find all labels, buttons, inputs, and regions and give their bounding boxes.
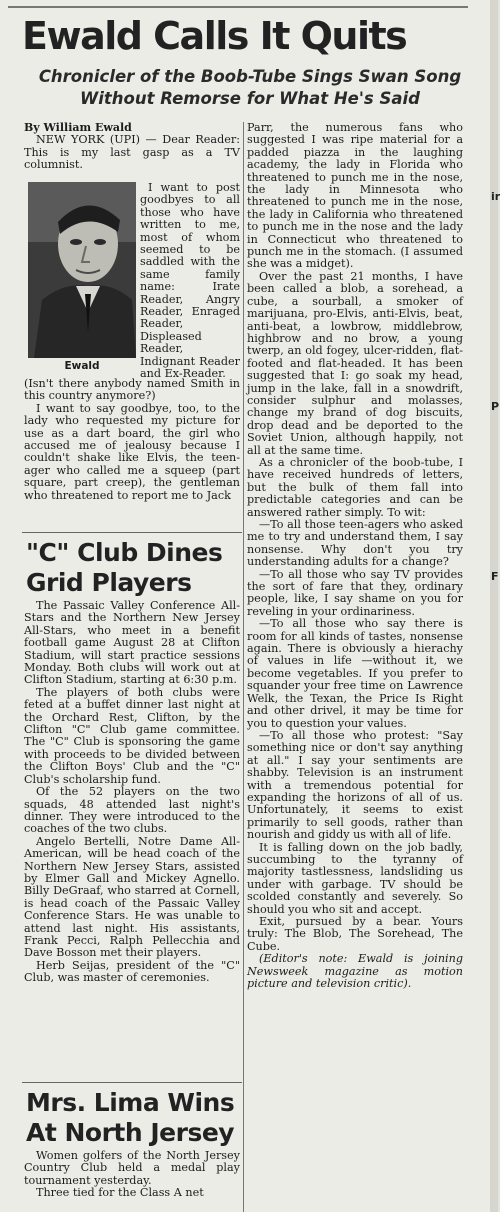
author-photo: [28, 182, 136, 358]
paragraph: It is falling down on the job badly, succumbing to the tyranny of majority tastlessness, landsliding us under with garbage. TV should be scolded constantly and severely. So should you who sit and accept.: [247, 840, 463, 916]
section-rule: [22, 1082, 242, 1083]
top-rule: [8, 6, 468, 8]
main-article-right-column: [247, 122, 463, 990]
adjacent-page-edge: [490, 0, 498, 1212]
edge-mark: ir: [491, 190, 500, 203]
paragraph: —To all those who say TV provides the sort of fare that they, ordinary people, like, I say shame on you for reveling in your ordinariness.: [247, 567, 463, 618]
wrap-paragraph: I want to post goodbyes to all those who have written to me, most of whom seemed to be saddled with the same family name: Irate Reader, Angry Reader, Enraged Reader, Displeased Reader, Indignant Reader and Ex-Reader.: [140, 181, 240, 381]
dateline-paragraph: NEW YORK (UPI) — Dear Reader: This is my last gasp as a TV columnist.: [24, 133, 240, 172]
main-headline: Ewald Calls It Quits: [22, 14, 407, 58]
edge-mark: P: [491, 400, 500, 413]
main-article-intro: [24, 122, 240, 172]
paragraph: Women golfers of the North Jersey Country Club held a medal play tournament yesterday.: [24, 1149, 240, 1187]
byline: By William Ewald: [24, 121, 132, 134]
paragraph: Of the 52 players on the two squads, 48 attended last night's dinner. They were introduced to the coaches of the two clubs.: [24, 785, 240, 836]
headline-deck: Chronicler of the Boob-Tube Sings Swan Song Without Remorse for What He's Said: [38, 67, 462, 108]
edge-mark: F: [491, 570, 499, 583]
club-headline: "C" Club Dines Grid Players: [26, 538, 223, 597]
paragraph: Over the past 21 months, I have been called a blob, a sorehead, a cube, a sourball, a smoker of marijuana, pro-Elvis, anti-Elvis, beat, anti-beat, a lowbrow, middlebrow, highbrow and no brow, a young twerp, an old fogey, ulcer-ridden, flat-footed and flat-headed. It has been suggested that I: go soak my head, jump in the lake, fall in a snowdrift, consider sulphur and molasses, change my brand of dog biscuits, drop dead and be deported to the Soviet Union, although happily, not all at the same time.: [247, 269, 463, 457]
paragraph: —To all those who say there is room for all kinds of tastes, nonsense again. There is obviously a hierachy of values in life —without it, we become vegetables. If you prefer to squander your free time on Lawrence Welk, the Texan, the Price Is Right and other drivel, it may be time for you to question your values.: [247, 617, 463, 730]
paragraph: I want to say goodbye, too, to the lady who requested my picture for use as a dart board, the girl who accused me of jealousy because I couldn't shake like Elvis, the teen-ager who called me a squeep (part square, part creep), the gentleman who threatened to report me to Jack: [24, 401, 240, 502]
paragraph: —To all those who protest: "Say something nice or don't say anything at all." I say your sentiments are shabby. Television is an instrument with a tremendous potential for expanding the horizons of all of us. Unfortunately, it seems to exist primarily to sell goods, rather than nourish and giddy us with all of life.: [247, 728, 463, 842]
paragraph: —To all those teen-agers who asked me to try and understand them, I say nonsense. Why don't you try understanding adults for a change?: [247, 518, 463, 569]
paragraph: As a chronicler of the boob-tube, I have received hundreds of letters, but the bulk of them fall into predictable categories and can be answered rather simply. To wit:: [247, 455, 463, 519]
photo-caption: Ewald: [64, 360, 100, 372]
paragraph: Three tied for the Class A net: [36, 1186, 204, 1200]
column-divider: [243, 122, 244, 1212]
paragraph: The Passaic Valley Conference All-Stars and the Northern New Jersey All-Stars, who meet in a benefit football game August 28 at Clifton Stadium, will start practice sessions Monday. Both clubs will work out at Clifton Stadium, starting at 6:30 p.m.: [24, 599, 240, 687]
club-article-body: [24, 600, 240, 985]
paragraph: Parr, the numerous fans who suggested I was ripe material for a padded piazza in the laughing academy, the lady in Florida who threatened to punch me in the nose, the lady in Minnesota who threatened to punch me in the nose, the lady in California who threatened to punch me in the nose and the lady in Connecticut who threatened to punch me in the stomach. (I assumed she was a midget).: [247, 121, 463, 271]
lima-article-body: [24, 1150, 240, 1200]
paragraph: Exit, pursued by a bear. Yours truly: The Blob, The Sorehead, The Cube.: [247, 915, 463, 953]
paragraph: (Isn't there anybody named Smith in this country anymore?): [24, 377, 240, 403]
paragraph: The players of both clubs were feted at a buffet dinner last night at the Orchard Rest, Clifton, by the Clifton "C" Club game committee. The "C" Club is sponsoring the game with proceeds to be divided between the Clifton Boys' Club and the "C" Club's scholarship fund.: [24, 685, 240, 786]
section-rule: [22, 532, 242, 533]
paragraph: Herb Seijas, president of the "C" Club, was master of ceremonies.: [24, 958, 240, 985]
main-article-left-continued: [24, 378, 240, 502]
paragraph: Angelo Bertelli, Notre Dame All-American, will be head coach of the Northern New Jersey Stars, assisted by Elmer Gall and Mickey Agnello. Billy DeGraaf, who starred at Cornell, is head coach of the Passaic Valley Conference Stars. He was unable to attend last night. His assistants, Frank Pecci, Ralph Pellecchia and Dave Bosson met their players.: [24, 834, 240, 960]
editors-note: (Editor's note: Ewald is joining Newsweek magazine as motion picture and television critic).: [247, 952, 463, 991]
lima-headline: Mrs. Lima Wins At North Jersey: [26, 1088, 235, 1147]
